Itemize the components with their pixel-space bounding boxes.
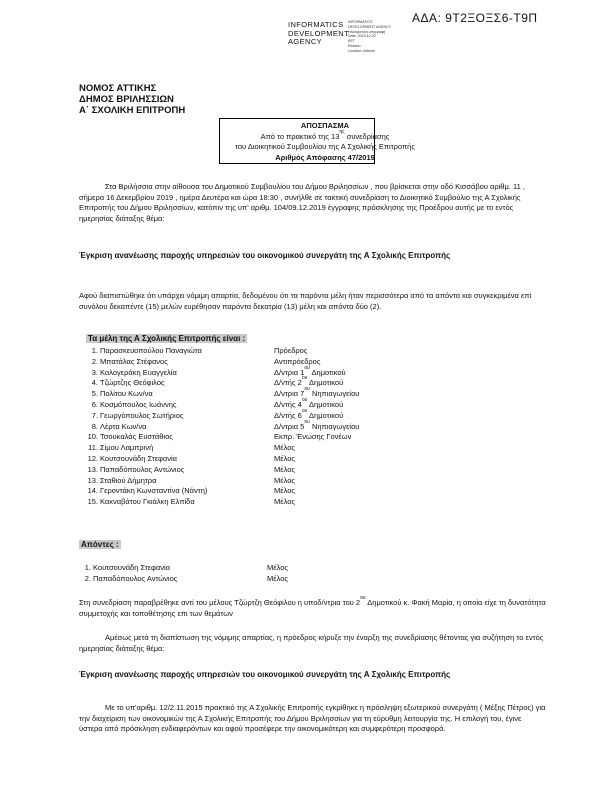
extract-line1: Από το πρακτικό της $13^{\eta\varsigma}$ συνεδρίασης	[260, 128, 390, 141]
member-name: Πολίτου Κων/να	[100, 389, 153, 399]
member-name: Κακναβάτου Γκιάλκη Ελπίδα	[100, 497, 195, 507]
signature-line: DEVELOPMENT AGENCY	[348, 24, 392, 29]
member-name: Λέρτα Κων/να	[100, 421, 147, 431]
member-role: Δ/ντρια $1^{o\upsilon}$ Δημοτικού	[274, 364, 346, 377]
member-name: Κουτσουνάδη Στεφανία	[100, 453, 177, 463]
member-name: Γεωργόπουλος Σωτήριος	[100, 410, 184, 420]
member-role: Μέλος	[267, 563, 289, 572]
member-number: 2.	[91, 356, 98, 366]
extract-line2: του Διοικητικού Συμβουλίου της Α Σχολικής Επιτροπής	[235, 142, 415, 151]
member-name: Παπαδόπουλος Αντώνιος	[100, 464, 185, 474]
member-role: Εκπρ. Ένωσης Γονέων	[274, 432, 352, 442]
member-name: Παρασκευοπούλου Παναγιώτα	[100, 346, 202, 355]
signature-line: Ηλεκτρονική υπογραφή	[348, 29, 386, 34]
member-number: 10.	[87, 432, 98, 442]
member-number: 1.	[84, 563, 91, 572]
member-row	[86, 407, 344, 422]
header-municipality: ΔΗΜΟΣ ΒΡΙΛΗΣΣΙΩΝ	[79, 94, 174, 105]
extract-title: ΑΠΟΣΠΑΣΜΑ	[300, 121, 350, 130]
member-number: 13.	[87, 475, 98, 485]
member-role: Μέλος	[274, 475, 296, 485]
subject-heading-2: Έγκριση ανανέωσης παροχής υπηρεσιών του οικονομικού συνεργάτη της Α Σχολικής Επιτροπής	[79, 670, 451, 679]
member-row	[86, 443, 296, 454]
member-name: Καλογεράκη Ευαγγελία	[100, 367, 177, 377]
member-row	[86, 418, 360, 433]
member-name: Παπαδόπουλος Αντώνιος	[93, 573, 178, 583]
member-number: 14.	[87, 486, 98, 496]
member-role: Μέλος	[267, 573, 289, 583]
logo-line: AGENCY	[288, 37, 323, 47]
member-number: 1.	[91, 346, 98, 355]
member-number: 13.	[87, 464, 98, 474]
absent-heading: Απόντες :	[81, 540, 119, 549]
member-number: 5.	[91, 389, 98, 399]
member-row	[86, 364, 346, 379]
signature-stamp	[348, 20, 391, 54]
member-number: 8.	[91, 421, 98, 431]
member-name: Γεροντάκη Κωνσταντίνα (Νάντη)	[100, 486, 208, 496]
members-heading: Τα μέλη της Α Σχολικής Επιτροπής είναι :	[88, 334, 246, 343]
member-row	[86, 453, 296, 465]
member-row	[86, 475, 296, 487]
member-name: Τσουκαλάς Ευστάθιος	[100, 432, 173, 442]
member-row	[86, 497, 296, 508]
extract-box-text	[210, 121, 440, 163]
member-name: Κουτσουνάδη Στεφανία	[93, 563, 170, 572]
absent-list	[79, 563, 289, 585]
quorum-paragraph: Αφού διαπιστώθηκε ότι υπάρχει νόμιμη απαρτία, δεδομένου ότι τα παρόντα μέλη ήταν περισσότερα από τα απόντα και συγκεκριμένα επί συνόλου δεκαπέντε (15) μελών ευρέθησαν παρόντα δεκατρία (13) μέλη και απόντα δύο (2).	[79, 291, 532, 311]
member-row	[79, 573, 289, 585]
member-name: Σταθιού Δήμητρα	[100, 475, 157, 485]
member-row	[79, 563, 289, 574]
member-role: Μέλος	[274, 443, 296, 453]
subject-heading-1: Έγκριση ανανέωσης παροχής υπηρεσιών του οικονομικού συνεργάτη της Α Σχολικής Επιτροπής	[79, 251, 451, 260]
decision-number: Αριθμός Απόφασης 47/2019	[275, 152, 375, 162]
member-role: Δ/ντής $2^{o\upsilon}$ Δημοτικού	[274, 375, 344, 388]
member-role: Δ/ντρια $7^{o\upsilon}$ Νηπιαγωγείου	[274, 386, 360, 399]
member-role: Μέλος	[274, 464, 296, 474]
signature-line: EET	[348, 39, 355, 44]
signature-line: Date: 2019.12.20	[348, 34, 376, 39]
member-number: 11.	[88, 443, 98, 453]
signature-line: Reason:	[348, 43, 362, 48]
member-number: 4.	[91, 378, 98, 388]
member-number: 7.	[91, 410, 98, 420]
member-row	[86, 464, 296, 476]
member-name: Μπατάλας Στέφανος	[100, 356, 168, 366]
logo-line: INFORMATICS	[288, 20, 344, 29]
member-number: 12.	[87, 453, 98, 463]
member-row	[86, 356, 321, 368]
member-name: Σίμου Λαμπρινή	[100, 443, 154, 453]
member-row	[86, 386, 360, 400]
member-role: Μέλος	[274, 486, 296, 496]
member-name: Κοσμόπουλος Ιωάννης	[100, 399, 177, 409]
member-number: 6.	[91, 399, 98, 409]
members-list	[86, 346, 360, 508]
member-row	[86, 396, 344, 411]
member-number: 15.	[87, 497, 98, 507]
document-header	[79, 83, 185, 116]
member-number: 3.	[91, 367, 98, 377]
member-role: Δ/ντής $6^{o\upsilon}$ Δημοτικού	[274, 407, 344, 420]
member-role: Μέλος	[274, 453, 296, 463]
logo-line: DEVELOPMENT	[288, 28, 350, 38]
member-role: Πρόεδρος	[274, 346, 308, 355]
header-prefecture: ΝΟΜΟΣ ΑΤΤΙΚΗΣ	[79, 83, 157, 94]
intro-paragraph: Στα Βριλήσσια στην αίθουσα του Δημοτικού Συμβουλίου του Δήμου Βριλησσίων , που βρίσκεται στην οδό Κισσάβου αριθμ. 11 , σήμερα 16 Δεκεμβρίου 2019 , ημέρα Δευτέρα και ώρα 18:30 , συνήλθε σε τακτική συνεδρίαση το Διοικητικό Συμβούλιο της Α Σχολικής Επιτροπής του Δήμου Βριλησσίων, κατόπιν της υπ' αριθμ. 104/09.12.2019 έγγραφης πρόσκλησης της Προέδρου αυτής με το εντός ημερησίας διάταξης θέμα:	[79, 182, 525, 223]
member-row	[86, 432, 352, 443]
opening-paragraph: Αμέσως μετά τη διαπίστωση της νόμιμης απαρτίας, η πρόεδρος κήρυξε την έναρξη της συνεδρίασης θέτοντας για συζήτηση το εντός ημερησίας διάταξης θέμα:	[79, 633, 544, 653]
logo-text	[288, 21, 349, 47]
member-role: Μέλος	[274, 497, 296, 507]
ada-code: ΑΔΑ: 9Τ2ΞΟΞΣ6-Τ9Π	[412, 11, 538, 25]
member-role: Δ/ντρια $5^{o\upsilon}$ Νηπιαγωγείου	[274, 418, 360, 431]
member-name: Τζώρτζης Θεόφιλος	[100, 378, 165, 388]
substitute-paragraph: Στη συνεδρίαση παραβρέθηκε αντί του μέλους Τζώρτζη Θεόφιλου η υποδ/ντρια του $2^{o\upsilon}$ Δημοτικού κ. Φακή Μαρία, η οποία είχε τη δυνατότητα συμμετοχής και τοποθέτησης επι των θεμάτων	[79, 595, 546, 618]
header-committee: Α΄ ΣΧΟΛΙΚΗ ΕΠΙΤΡΟΠΗ	[79, 105, 186, 116]
member-number: 2.	[84, 573, 91, 583]
member-row	[86, 486, 296, 497]
signature-line: INFORMATICS	[348, 20, 373, 24]
member-role: Δ/ντής $4^{o\upsilon}$ Δημοτικού	[274, 396, 344, 409]
member-row	[86, 346, 308, 357]
member-row	[86, 375, 344, 389]
member-role: Αντιπρόεδρος	[274, 356, 321, 366]
signature-line: Location: Athens	[348, 48, 375, 53]
final-paragraph: Με το υπ'αριθμ. 12/2.11.2015 πρακτικό της Α Σχολικής Επιτροπής εγκρίθηκε η πρόσληψη εξωτερικού συνεργάτη ( Μέξης Πέτρος) για την διαχείριση των οικονομικών της Α Σχολικής Επιτροπής του Δήμου Βριλησσίων για τη εύρυθμη λειτουργία της. Η επιλογή του, έγινε ύστερα από πρόσκληση ενδιαφερόντων και αφού προσέφερε την οικονομικότερη και συμφερότερη προσφορά.	[79, 703, 546, 734]
